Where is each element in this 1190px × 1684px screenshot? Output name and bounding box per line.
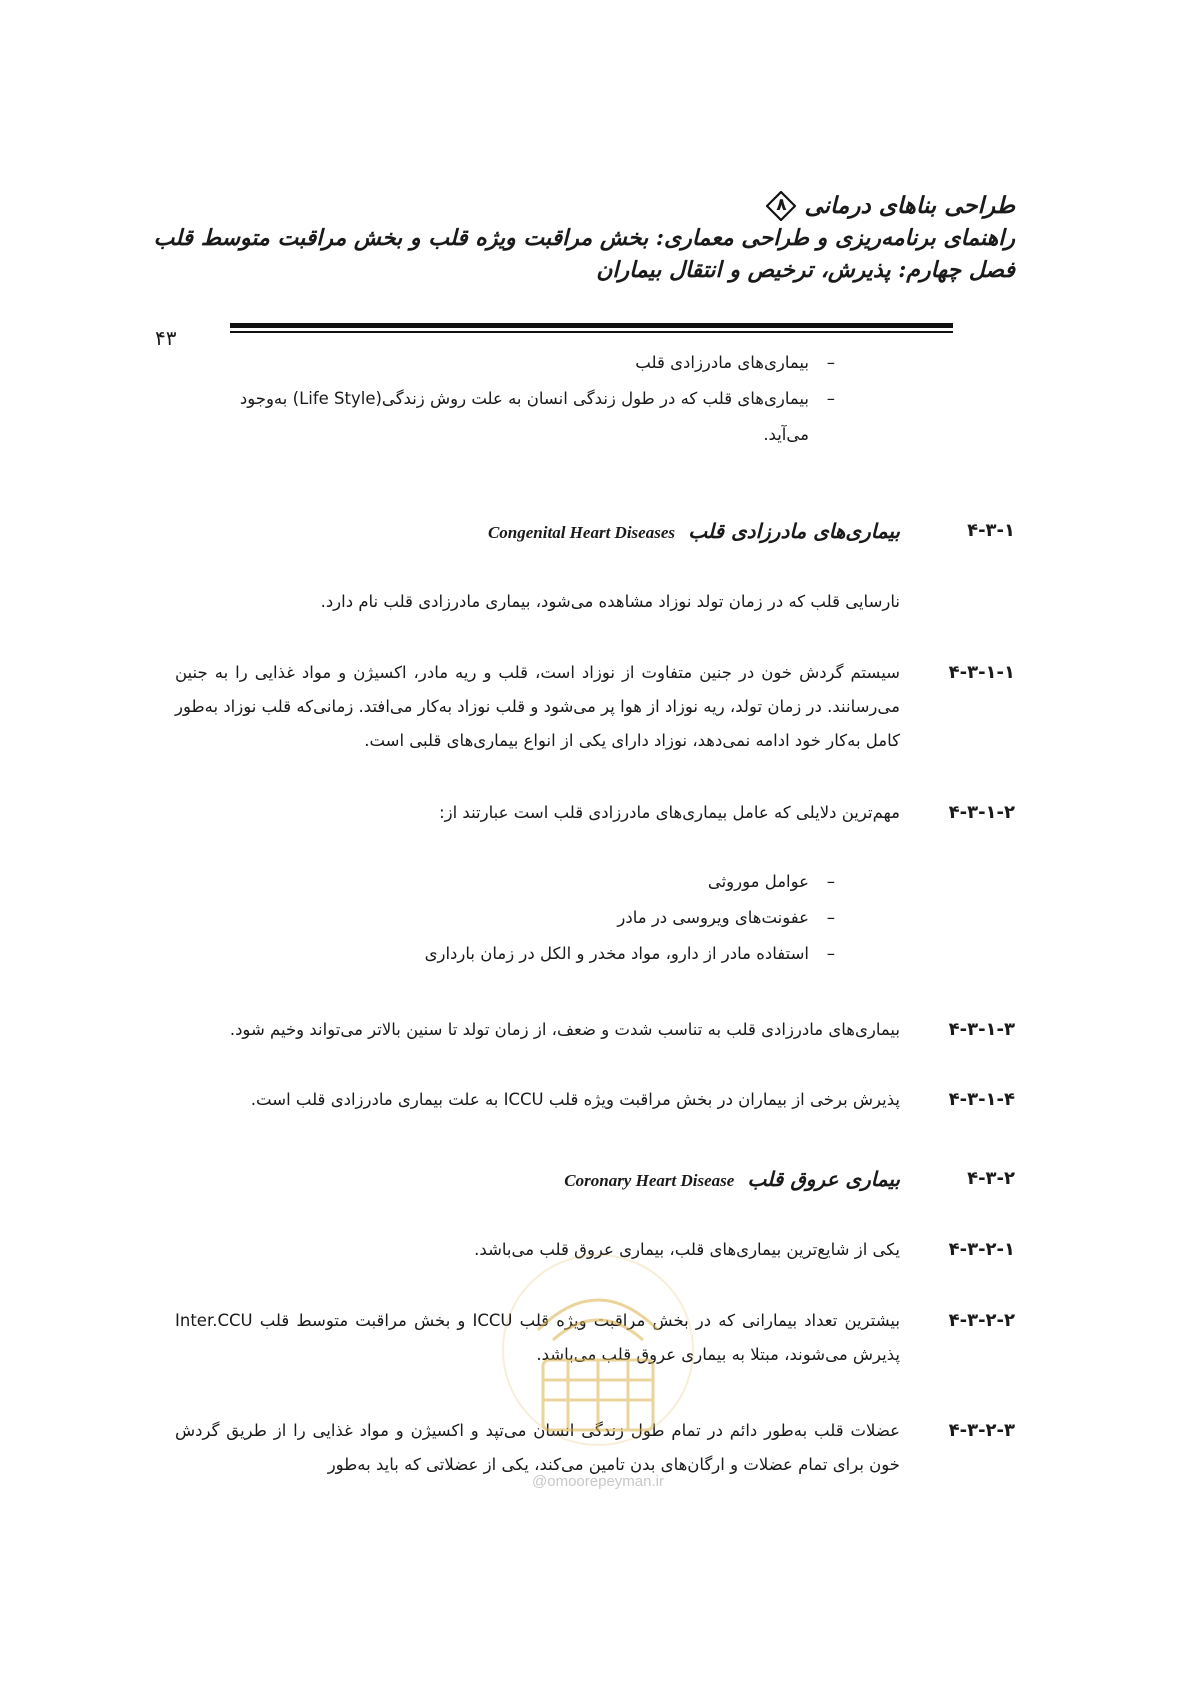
paragraph-text: بیشترین تعداد بیمارانی که در بخش مراقبت ویژه قلب ICCU و بخش مراقبت متوسط قلب Inter.CCU پذیرش می‌شوند، مبتلا به بیماری عروق قلب می‌باشد. [175, 1311, 900, 1364]
header-chapter: فصل چهارم: پذیرش، ترخیص و انتقال بیماران [596, 257, 1015, 283]
paragraph-text: بیماری‌های مادرزادی قلب به تناسب شدت و ضعف، از زمان تولد تا سنین بالاتر می‌تواند وخیم شود. [229, 1020, 900, 1039]
watermark-url: @omoorepeyman.ir [532, 1473, 664, 1490]
header-rule-thick [230, 323, 953, 328]
paragraph-text: عضلات قلب به‌طور دائم در تمام طول زندگی انسان می‌تپد و اکسیژن و مواد غذایی را از طریق گردش خون برای تمام عضلات و ارگان‌های بدن تامین می‌کند، یکی از عضلاتی که باید به‌طور [175, 1421, 900, 1474]
series-title: طراحی بناهای درمانی [804, 192, 1015, 219]
section-title-en: Congenital Heart Diseases [487, 523, 675, 542]
paragraph-text: مهم‌ترین دلایلی که عامل بیماری‌های مادرزادی قلب است عبارتند از: [439, 803, 900, 822]
page-header [153, 190, 1015, 286]
paragraph-number: ۴-۳-۱-۲ [948, 802, 1015, 823]
paragraph-number: ۴-۳-۲-۱ [948, 1239, 1015, 1260]
list-item: –عوامل موروثی [707, 872, 835, 891]
series-number: ۸ [776, 195, 787, 215]
list-item: –عفونت‌های ویروسی در مادر [617, 908, 835, 927]
list-item: –بیماری‌های مادرزادی قلب [635, 353, 835, 372]
header-subtitle: راهنمای برنامه‌ریزی و طراحی معماری: بخش مراقبت ویژه قلب و بخش مراقبت متوسط قلب [153, 225, 1015, 251]
page-number: ۴۳ [155, 326, 177, 350]
header-series-line [175, 190, 1015, 222]
section-number: ۴-۳-۱ [967, 520, 1015, 541]
list-item: –بیماری‌های قلب که در طول زندگی انسان به علت روش زندگی(Life Style) به‌وجود [239, 389, 835, 408]
paragraph-text: پذیرش برخی از بیماران در بخش مراقبت ویژه قلب ICCU به علت بیماری مادرزادی قلب است. [250, 1090, 900, 1109]
paragraph-number: ۴-۳-۱-۳ [948, 1019, 1015, 1040]
paragraph-text: یکی از شایع‌ترین بیماری‌های قلب، بیماری عروق قلب می‌باشد. [474, 1240, 900, 1259]
paragraph-number: ۴-۳-۲-۲ [948, 1310, 1015, 1331]
paragraph-text: سیستم گردش خون در جنین متفاوت از نوزاد است، قلب و ریه مادر، اکسیژن و مواد غذایی را به جنین می‌رسانند. در زمان تولد، ریه نوزاد از هوا پر می‌شود و قلب نوزاد به‌کار می‌افتد. زمانی‌که قلب نوزاد به‌طور کامل به‌کار خود ادامه نمی‌دهد، نوزاد دارای یکی از انواع بیماری‌های قلبی است. [175, 663, 900, 750]
seal-icon [498, 1250, 698, 1460]
list-item-continuation: می‌آید. [763, 425, 809, 444]
section-number: ۴-۳-۲ [967, 1168, 1015, 1189]
paragraph-number: ۴-۳-۱-۱ [948, 662, 1015, 683]
section-title: بیماری عروق قلب [747, 1167, 900, 1191]
section-title: بیماری‌های مادرزادی قلب [688, 519, 900, 543]
section-title-en: Coronary Heart Disease [564, 1171, 735, 1190]
series-number-badge [766, 191, 796, 221]
watermark-logo [498, 1250, 698, 1490]
list-item: –استفاده مادر از دارو، مواد مخدر و الکل در زمان بارداری [424, 944, 835, 963]
header-rule-thin [230, 331, 953, 333]
paragraph-number: ۴-۳-۱-۴ [948, 1089, 1015, 1110]
paragraph-text: نارسایی قلب که در زمان تولد نوزاد مشاهده می‌شود، بیماری مادرزادی قلب نام دارد. [320, 592, 900, 611]
paragraph-number: ۴-۳-۲-۳ [948, 1420, 1015, 1441]
